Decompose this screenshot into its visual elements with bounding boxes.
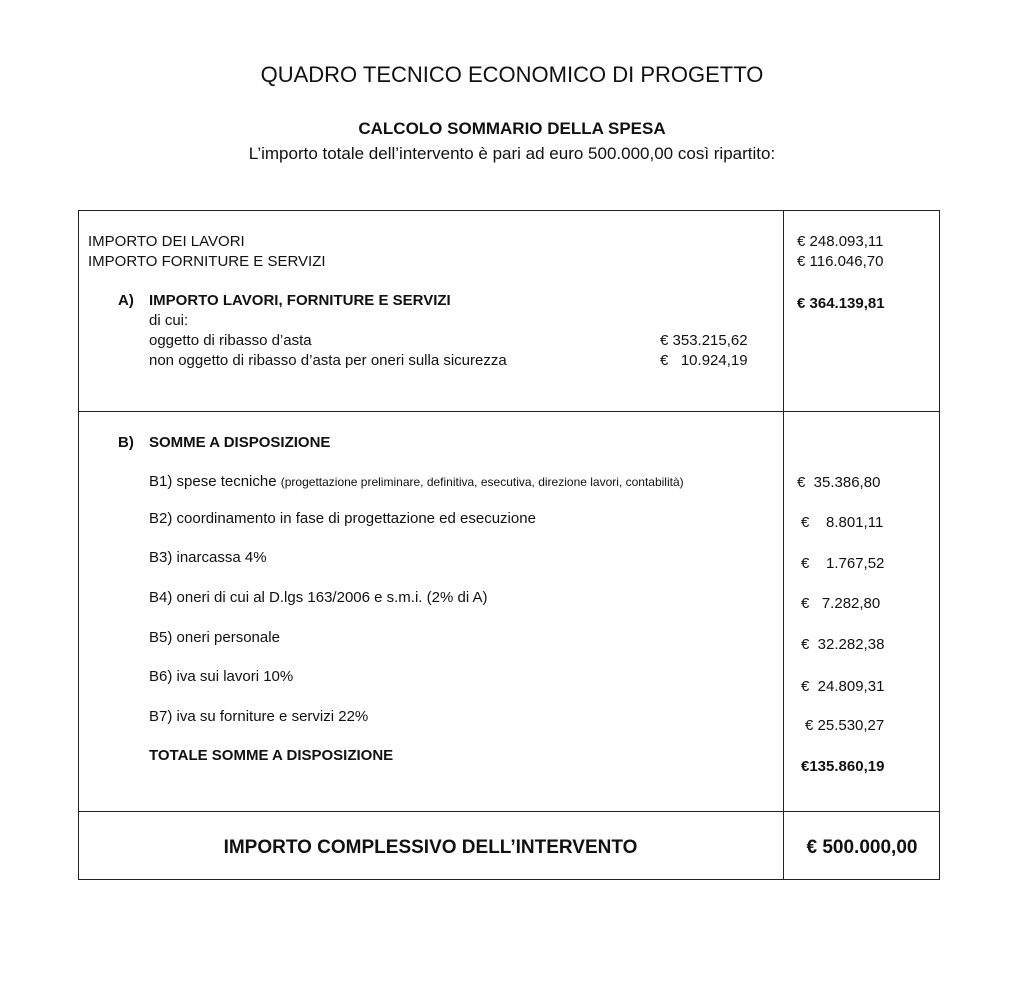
forniture-label: IMPORTO FORNITURE E SERVIZI — [88, 253, 326, 270]
section-a-divider — [78, 411, 940, 412]
b7-value: € 25.530,27 — [805, 717, 885, 734]
page-title: QUADRO TECNICO ECONOMICO DI PROGETTO — [260, 62, 764, 87]
lavori-value: € 248.093,11 — [797, 233, 884, 250]
b2-label: B2) coordinamento in fase di progettazione ed esecuzione — [149, 510, 536, 527]
lavori-label: IMPORTO DEI LAVORI — [88, 233, 245, 250]
ribasso-value: € 353.215,62 — [660, 332, 748, 349]
non-ribasso-value: € 10.924,19 — [660, 352, 748, 369]
section-a-heading-value: € 364.139,81 — [797, 295, 885, 312]
grand-total-value: € 500.000,00 — [806, 837, 918, 858]
section-b-divider — [78, 811, 940, 812]
b4-value: € 7.282,80 — [801, 595, 881, 612]
b1-note: (progettazione preliminare, definitiva, esecutiva, direzione lavori, contabilità) — [280, 475, 684, 489]
di-cui-label: di cui: — [149, 312, 189, 329]
section-a-letter: A) — [118, 292, 134, 309]
intro-text: L’importo totale dell’intervento è pari ad euro 500.000,00 così ripartito: — [248, 144, 776, 163]
section-b-heading: SOMME A DISPOSIZIONE — [149, 434, 331, 451]
b6-value: € 24.809,31 — [801, 678, 885, 695]
forniture-value: € 116.046,70 — [797, 253, 884, 270]
b1-value: € 35.386,80 — [797, 474, 881, 491]
b3-value: € 1.767,52 — [801, 555, 885, 572]
section-a-heading: IMPORTO LAVORI, FORNITURE E SERVIZI — [149, 292, 451, 309]
b3-label: B3) inarcassa 4% — [149, 549, 267, 566]
ribasso-label: oggetto di ribasso d’asta — [149, 332, 312, 349]
section-b-total-label: TOTALE SOMME A DISPOSIZIONE — [149, 747, 394, 764]
b5-label: B5) oneri personale — [149, 629, 280, 646]
b6-label: B6) iva sui lavori 10% — [149, 668, 294, 685]
column-divider — [783, 210, 784, 880]
b4-label: B4) oneri di cui al D.lgs 163/2006 e s.m.i. (2% di A) — [149, 589, 488, 606]
b1-label — [149, 473, 684, 490]
grand-total-label: IMPORTO COMPLESSIVO DELL’INTERVENTO — [223, 837, 638, 858]
page-subtitle: CALCOLO SOMMARIO DELLA SPESA — [358, 119, 666, 138]
b1-label-text: B1) spese tecniche — [149, 473, 277, 490]
section-b-total-value: €135.860,19 — [801, 758, 885, 775]
b5-value: € 32.282,38 — [801, 636, 885, 653]
non-ribasso-label: non oggetto di ribasso d’asta per oneri sulla sicurezza — [149, 352, 507, 369]
b7-label: B7) iva su forniture e servizi 22% — [149, 708, 369, 725]
section-b-letter: B) — [118, 434, 134, 451]
b2-value: € 8.801,11 — [801, 514, 884, 531]
